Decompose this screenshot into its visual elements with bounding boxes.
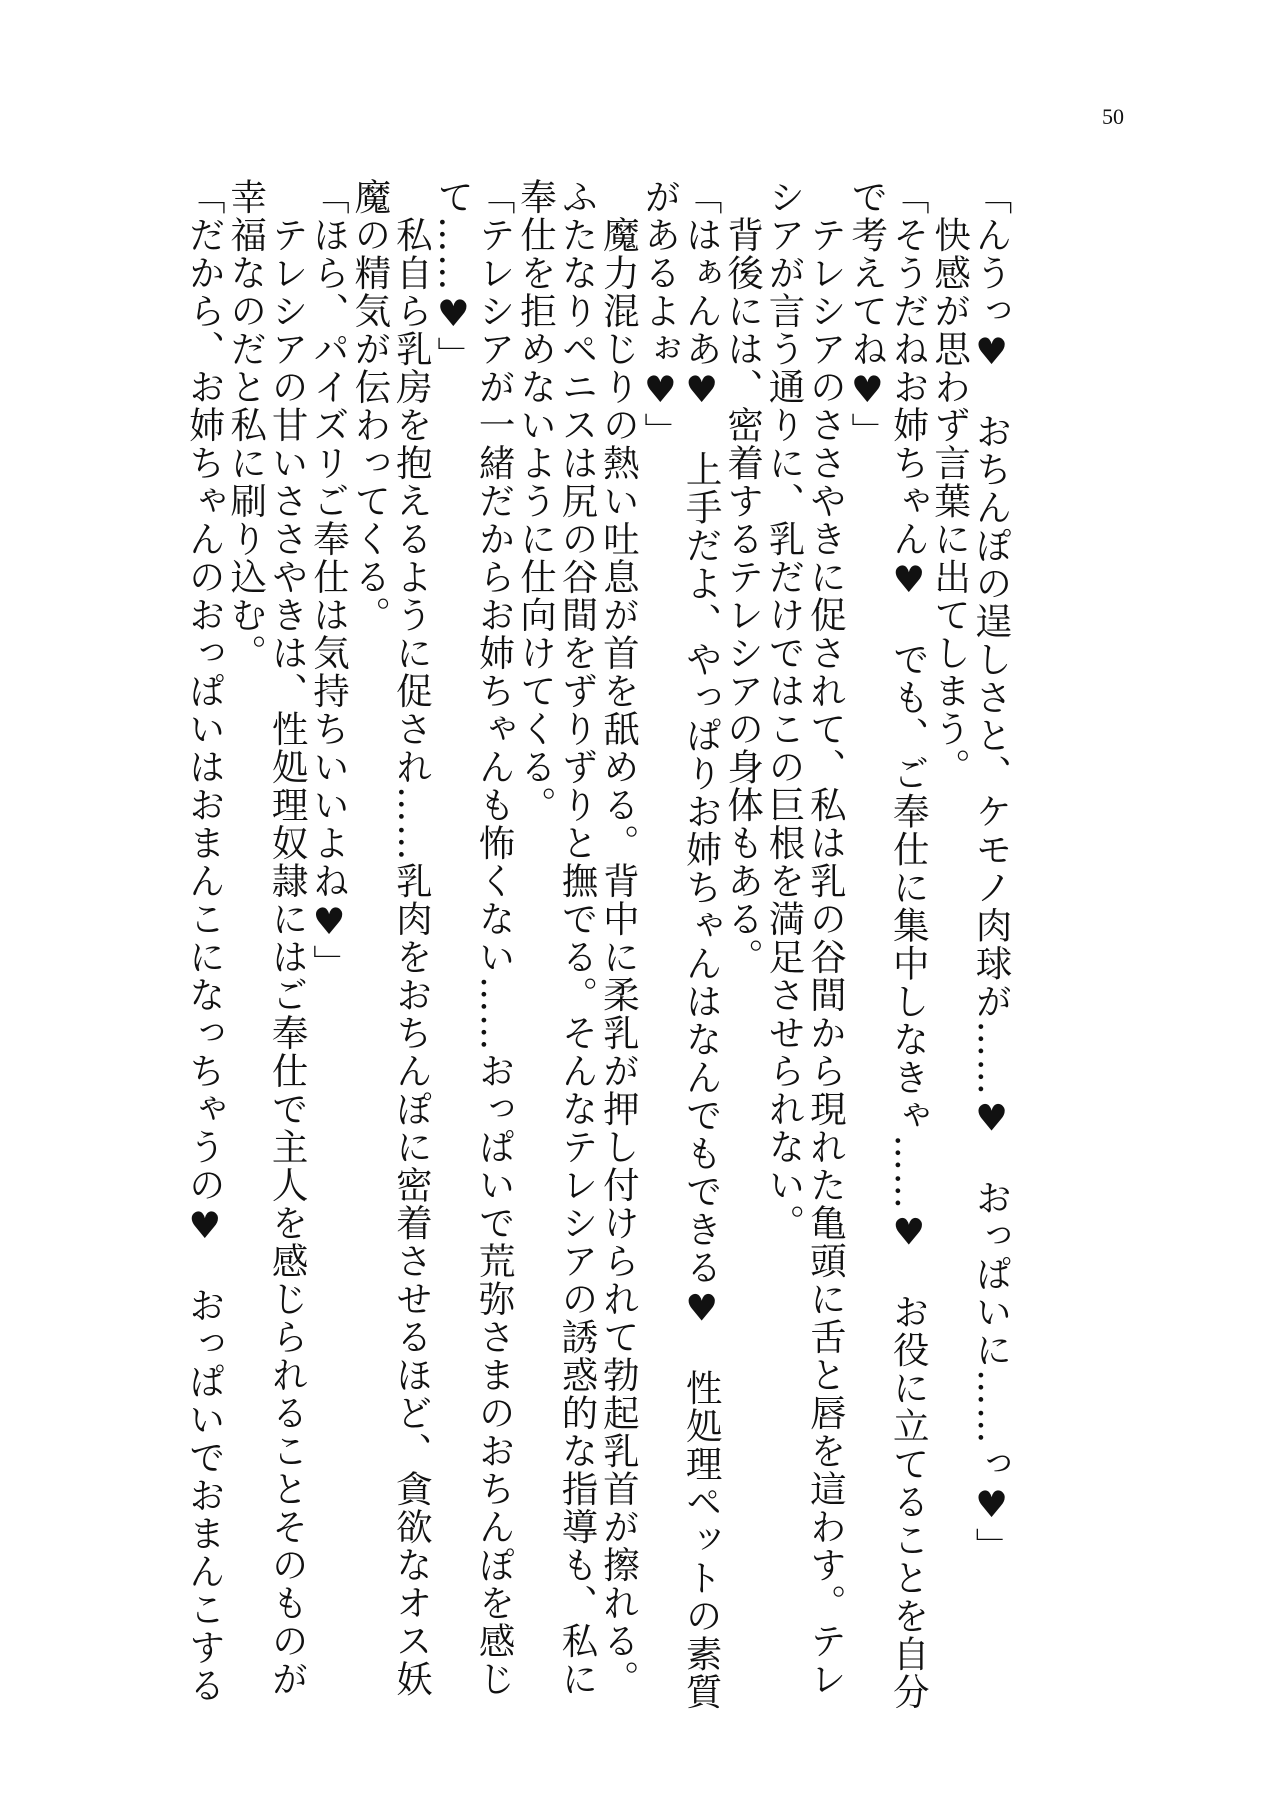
text-line: 「はぁんあ♥ 上手だよ、やっぱりお姉ちゃんはなんでもできる♥ 性処理ペットの素質 [680,178,724,1711]
text-line: 奉仕を拒めないように仕向けてくる。 [514,178,558,824]
text-line: 私自ら乳房を抱えるように促され……乳肉をおちんぽに密着させるほど、貪欲なオス妖 [390,178,434,1698]
vertical-body-text [183,178,1013,1711]
text-line: で考えてね♥」 [845,178,889,451]
page-number: 50 [1102,104,1124,129]
text-line: があるよぉ♥」 [638,178,682,451]
text-line: 魔力混じりの熱い吐息が首を舐める。背中に柔乳が押し付けられて勃起乳首が擦れる。 [597,178,641,1698]
text-line: 背後には、密着するテレシアの身体もある。 [721,178,765,976]
text-line: テレシアのささやきに促されて、私は乳の谷間から現れた亀頭に舌と唇を這わす。テレ [804,178,848,1698]
text-line: て……♥」 [431,178,475,375]
text-line: 「んうっ♥ おちんぽの逞しさと、ケモノ肉球が……♥ おっぱいに……っ♥」 [970,178,1013,1566]
text-line: 魔の精気が伝わってくる。 [348,178,392,634]
text-line: 快感が思わず言葉に出てしまう。 [928,178,972,786]
text-line: 「そうだねお姉ちゃん♥ でも、ご奉仕に集中しなきゃ……♥ お役に立てることを自分 [887,178,931,1711]
text-line: テレシアの甘いささやきは、性処理奴隷にはご奉仕で主人を感じられることそのものが [266,178,310,1698]
text-line: 幸福なのだと私に刷り込む。 [224,178,268,672]
text-line: 「だから、お姉ちゃんのおっぱいはおまんこになっちゃうの♥ おっぱいでおまんこする [183,178,227,1705]
text-line: ふたなりペニスは尻の谷間をずりずりと撫でる。そんなテレシアの誘惑的な指導も、私に [555,178,599,1698]
text-line: 「テレシアが一緒だからお姉ちゃんも怖くない……おっぱいで荒弥さまのおちんぽを感じ [473,178,517,1698]
text-line: シアが言う通りに、乳だけではこの巨根を満足させられない。 [762,178,806,1242]
text-line: 「ほら、パイズリご奉仕は気持ちいいよね♥」 [307,178,351,983]
